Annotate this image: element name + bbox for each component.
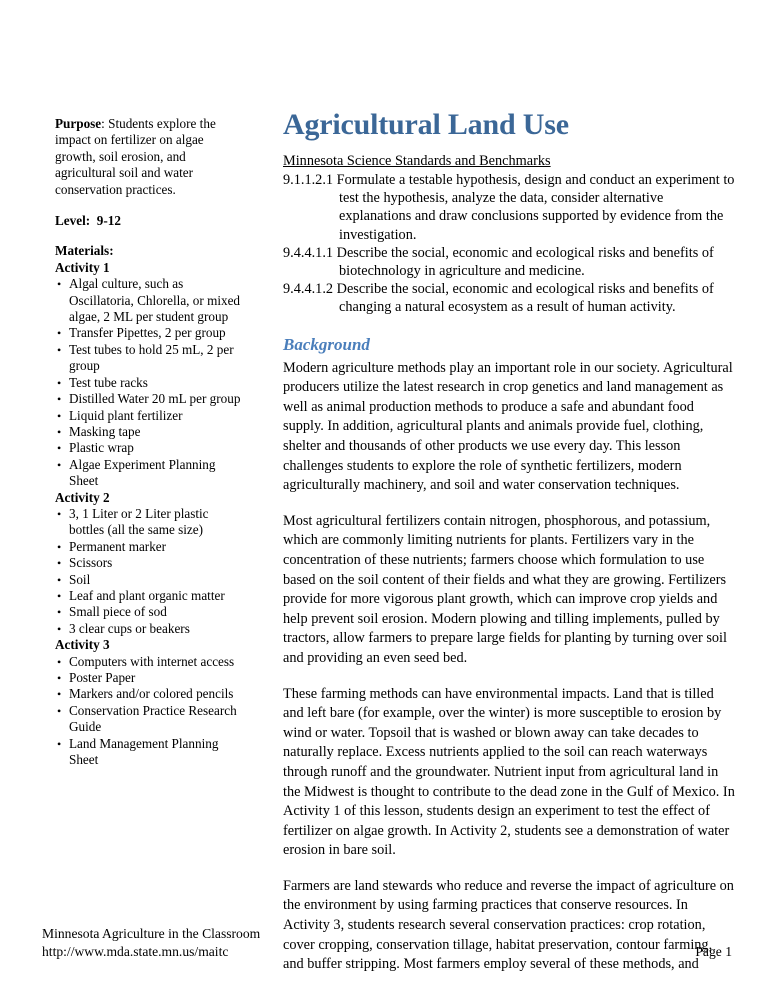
list-item: • Land Management Planning Sheet: [55, 736, 245, 769]
footer-page-number: Page 1: [695, 944, 732, 959]
purpose-block: [55, 116, 245, 198]
list-item: • Algal culture, such as Oscillatoria, Chlorella, or mixed algae, 2 ML per student group: [55, 276, 245, 325]
activity-3-label: Activity 3: [55, 637, 110, 653]
standard-code: 9.4.4.1.2: [283, 281, 334, 298]
standard-item: [283, 280, 735, 316]
list-item: • Distilled Water 20 mL per group: [55, 391, 245, 407]
list-item: • 3, 1 Liter or 2 Liter plastic bottles (all the same size): [55, 506, 245, 539]
background-paragraph: Most agricultural fertilizers contain nitrogen, phosphorous, and potassium, which are commonly limiting nutrients for plants. Fertilizers vary in the concentration of these nutrients; farmers choose which formulation to use based on the soil content of their fields and what they are growing. Fertilizers provide for more vigorous plant growth, which can improve crop yields and help prevent soil erosion. Modern plowing and tilling implements, pulled by tractors, allow farmers to prepare large fields for planting by turning over soil and providing an even seed bed.: [283, 512, 727, 666]
background-paragraph: These farming methods can have environmental impacts. Land that is tilled and left bare (for example, over the winter) is more susceptible to erosion by wind or water. Topsoil that is washed or blown away can take decades to naturally replace. Excess nutrients applied to the soil can reach waterways through runoff and the groundwater. Nutrient input from agricultural land in the Midwest is thought to contribute to the dead zone in the Gulf of Mexico. In Activity 1 of this lesson, students design an experiment to test the effect of fertilizer on algae growth. In Activity 2, students see a demonstration of water erosion in bare soil.: [283, 685, 735, 859]
standard-code: 9.4.4.1.1: [283, 244, 334, 261]
activity-1-label: Activity 1: [55, 259, 110, 275]
list-item: • Plastic wrap: [55, 440, 245, 456]
footer-url: http://www.mda.state.mn.us/maitc: [42, 944, 229, 959]
purpose-text: : Students explore the impact on fertilizer on algae growth, soil erosion, and agricultural soil and water conservation practices.: [55, 116, 216, 197]
list-item: • Test tube racks: [55, 375, 245, 391]
main-content-column: [283, 108, 735, 975]
list-item: • Conservation Practice Research Guide: [55, 703, 245, 736]
standard-item: [283, 244, 735, 280]
list-item: • Transfer Pipettes, 2 per group: [55, 325, 245, 341]
activity-3-materials-list: [55, 654, 245, 769]
list-item: • Computers with internet access: [55, 654, 245, 670]
list-item: • Permanent marker: [55, 539, 245, 555]
level-label: Level:: [55, 213, 91, 229]
background-paragraph: Modern agriculture methods play an important role in our society. Agricultural producers utilize the latest research in crop genetics and land management as well as animal production methods to produce a safe and abundant food supply. In addition, agricultural plants and animals provide fuel, clothing, shelter and thousands of other products we use every day. This lesson challenges students to explore the role of synthetic fertilizers, modern agriculturally machinery, and soil and water conservation techniques.: [283, 359, 733, 494]
activity-1-materials-list: [55, 276, 245, 489]
list-item: • Poster Paper: [55, 670, 245, 686]
list-item: • Markers and/or colored pencils: [55, 686, 245, 702]
background-heading: Background: [283, 334, 370, 354]
materials-sidebar: [55, 116, 245, 768]
standards-list: [283, 171, 735, 317]
standard-item: [283, 171, 735, 244]
standard-text: Describe the social, economic and ecological risks and benefits of biotechnology in agriculture and medicine.: [336, 244, 714, 280]
standard-text: Describe the social, economic and ecological risks and benefits of changing a natural ecosystem as a result of human activity.: [336, 281, 714, 316]
list-item: • Test tubes to hold 25 mL, 2 per group: [55, 342, 245, 375]
footer-left: [42, 925, 562, 961]
background-paragraph: Farmers are land stewards who reduce and reverse the impact of agriculture on the environment by using farming practices that conserve resources. In Activity 3, students research several conservation practices: crop rotation, cover cropping, conservation tillage, habitat preservation, contour farming, and buffer stripping. Most farmers employ several of these methods, and: [283, 877, 734, 973]
activity-2-materials-list: [55, 506, 245, 637]
list-item: • Leaf and plant organic matter: [55, 588, 245, 604]
footer-organization: Minnesota Agriculture in the Classroom: [42, 926, 261, 941]
standard-code: 9.1.1.2.1: [283, 172, 334, 188]
list-item: • 3 clear cups or beakers: [55, 621, 245, 637]
level-value: 9-12: [96, 213, 121, 229]
standards-heading: Minnesota Science Standards and Benchmarks: [283, 153, 551, 169]
list-item: • Small piece of sod: [55, 604, 245, 620]
list-item: • Soil: [55, 572, 245, 588]
activity-2-label: Activity 2: [55, 489, 110, 505]
purpose-label: Purpose: [55, 116, 102, 131]
materials-label: Materials:: [55, 243, 114, 259]
list-item: • Masking tape: [55, 424, 245, 440]
page-title: Agricultural Land Use: [283, 108, 569, 141]
list-item: • Liquid plant fertilizer: [55, 408, 245, 424]
list-item: • Algae Experiment Planning Sheet: [55, 457, 245, 490]
standard-text: Formulate a testable hypothesis, design and conduct an experiment to test the hypothesis, analyze the data, consider alternative explanations and draw conclusions supported by evidence from the investigation.: [336, 172, 735, 243]
list-item: • Scissors: [55, 555, 245, 571]
level-block: [55, 213, 245, 229]
